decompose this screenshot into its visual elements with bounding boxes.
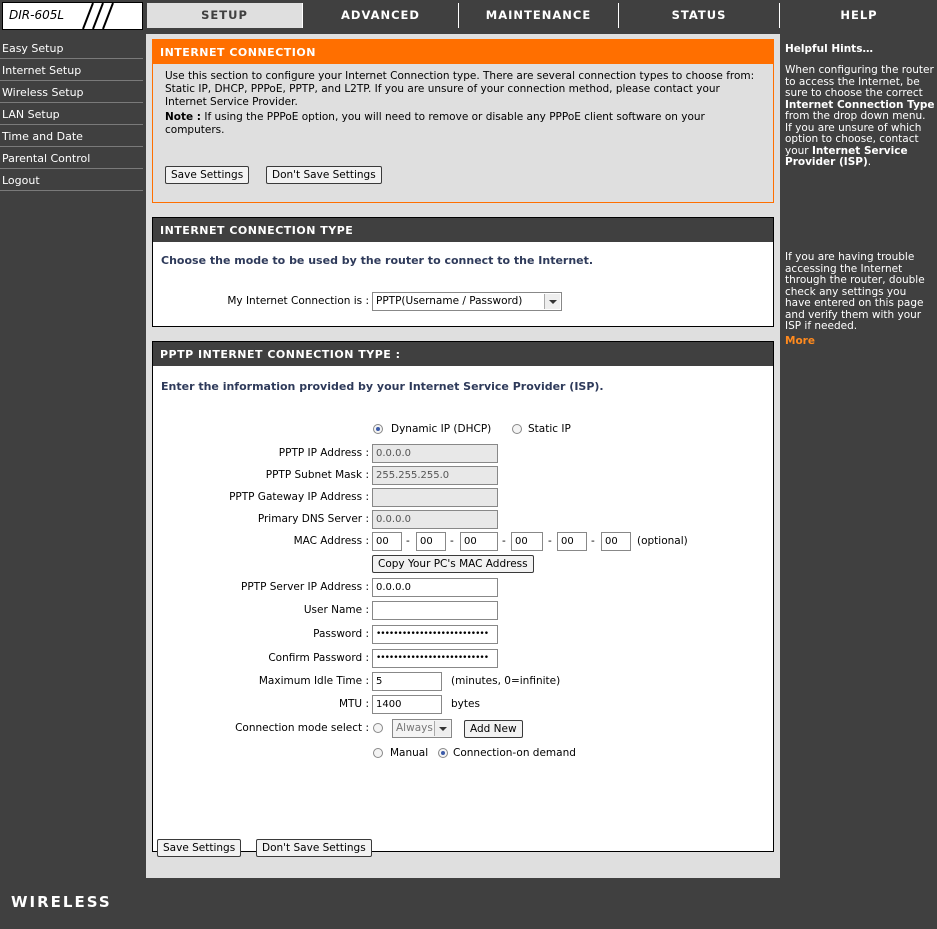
- mac-separator: -: [502, 535, 506, 547]
- password-field[interactable]: ••••••••••••••••••••••••••: [372, 625, 498, 644]
- main-content: [146, 34, 780, 878]
- confirm-password-label: Confirm Password :: [268, 652, 369, 664]
- confirm-password-field[interactable]: ••••••••••••••••••••••••••: [372, 649, 498, 668]
- pptp-ip-field[interactable]: 0.0.0.0: [372, 444, 498, 463]
- pptp-server-label: PPTP Server IP Address :: [241, 581, 369, 593]
- sidebar-item-wireless-setup[interactable]: Wireless Setup: [0, 82, 143, 103]
- internet-connection-panel: [152, 39, 774, 203]
- sidebar: [0, 38, 145, 873]
- sidebar-item-logout[interactable]: Logout: [0, 170, 143, 191]
- mac-octet-field[interactable]: 00: [557, 532, 587, 551]
- section-title: INTERNET CONNECTION TYPE: [153, 218, 773, 242]
- mtu-label: MTU :: [338, 698, 369, 710]
- sidebar-item-internet-setup[interactable]: Internet Setup: [0, 60, 143, 81]
- help-text: When configuring the router to access the Internet, be sure to choose the correct: [785, 64, 934, 99]
- save-settings-button[interactable]: Save Settings: [165, 166, 249, 184]
- pptp-server-field[interactable]: 0.0.0.0: [372, 578, 498, 597]
- manual-radio[interactable]: [373, 748, 383, 758]
- schedule-select[interactable]: [392, 719, 452, 738]
- section-title: INTERNET CONNECTION: [153, 40, 773, 64]
- help-text: from the drop down menu. If you are unsure of which option to choose, contact your: [785, 110, 926, 157]
- dont-save-settings-button-bottom[interactable]: Don't Save Settings: [256, 839, 372, 857]
- pptp-mask-field[interactable]: 255.255.255.0: [372, 466, 498, 485]
- help-emphasis: Internet Service Provider (ISP): [785, 144, 908, 168]
- idle-time-unit: (minutes, 0=infinite): [451, 675, 561, 687]
- model-logo: [2, 2, 143, 30]
- note-label: Note :: [165, 111, 201, 123]
- static-ip-radio[interactable]: [512, 424, 522, 434]
- connection-mode-label: Connection mode select :: [235, 722, 369, 734]
- connection-prompt: Choose the mode to be used by the router to connect to the Internet.: [161, 254, 594, 267]
- section-title: PPTP INTERNET CONNECTION TYPE :: [153, 342, 773, 366]
- model-name: DIR-605L: [9, 8, 65, 22]
- tab-divider: [779, 3, 780, 28]
- pptp-mask-label: PPTP Subnet Mask :: [265, 469, 369, 481]
- tab-help[interactable]: HELP: [840, 8, 878, 22]
- connection-type-value: PPTP(Username / Password): [376, 295, 523, 307]
- help-emphasis: Internet Connection Type: [785, 98, 935, 111]
- help-paragraph-2: If you are having trouble accessing the Internet through the router, double check any settings you have entered on this page and verify them with your ISP if needed.: [785, 251, 925, 332]
- sidebar-item-time-and-date[interactable]: Time and Date: [0, 126, 143, 147]
- user-name-label: User Name :: [303, 604, 369, 616]
- chevron-down-icon: [434, 721, 450, 736]
- mtu-unit: bytes: [451, 698, 480, 710]
- pptp-gateway-field[interactable]: [372, 488, 498, 507]
- mtu-field[interactable]: 1400: [372, 695, 442, 714]
- help-panel: [781, 34, 937, 878]
- primary-dns-label: Primary DNS Server :: [257, 513, 369, 525]
- connection-label: My Internet Connection is :: [227, 295, 369, 307]
- help-more-link[interactable]: More: [785, 335, 815, 347]
- footer: [0, 878, 937, 929]
- dynamic-ip-radio[interactable]: [373, 424, 383, 434]
- tab-divider: [458, 3, 459, 28]
- idle-time-label: Maximum Idle Time :: [258, 675, 369, 687]
- mac-separator: -: [406, 535, 410, 547]
- mac-separator: -: [591, 535, 595, 547]
- help-title: Helpful Hints…: [785, 43, 873, 55]
- schedule-value: Always: [396, 722, 433, 734]
- connection-type-select[interactable]: [372, 292, 562, 311]
- slash-logo-icon: [73, 3, 133, 29]
- mac-address-label: MAC Address :: [293, 535, 369, 547]
- tab-advanced[interactable]: ADVANCED: [303, 3, 458, 28]
- idle-time-field[interactable]: 5: [372, 672, 442, 691]
- static-ip-label: Static IP: [528, 423, 571, 435]
- pptp-panel: [152, 341, 774, 852]
- pptp-ip-label: PPTP IP Address :: [278, 447, 369, 459]
- mac-octet-field[interactable]: 00: [460, 532, 498, 551]
- note-text: If using the PPPoE option, you will need to remove or disable any PPPoE client software on your computers.: [165, 111, 705, 136]
- primary-dns-field[interactable]: 0.0.0.0: [372, 510, 498, 529]
- on-demand-label: Connection-on demand: [453, 747, 576, 759]
- mac-separator: -: [450, 535, 454, 547]
- dynamic-ip-label: Dynamic IP (DHCP): [391, 423, 492, 435]
- help-paragraph-1: [785, 65, 935, 169]
- mac-optional-hint: (optional): [637, 535, 688, 547]
- on-demand-radio[interactable]: [438, 748, 448, 758]
- mac-octet-field[interactable]: 00: [511, 532, 543, 551]
- password-label: Password :: [313, 628, 369, 640]
- tab-status[interactable]: STATUS: [619, 3, 779, 28]
- mac-octet-field[interactable]: 00: [601, 532, 631, 551]
- sidebar-item-easy-setup[interactable]: Easy Setup: [0, 38, 143, 59]
- add-new-button[interactable]: Add New: [464, 720, 523, 738]
- note: [165, 111, 761, 137]
- mac-separator: -: [548, 535, 552, 547]
- tab-setup[interactable]: SETUP: [147, 3, 302, 28]
- copy-mac-button[interactable]: Copy Your PC's MAC Address: [372, 555, 534, 573]
- pptp-prompt: Enter the information provided by your Internet Service Provider (ISP).: [161, 380, 604, 393]
- dont-save-settings-button[interactable]: Don't Save Settings: [266, 166, 382, 184]
- sidebar-item-parental-control[interactable]: Parental Control: [0, 148, 143, 169]
- pptp-gateway-label: PPTP Gateway IP Address :: [229, 491, 369, 503]
- sidebar-item-lan-setup[interactable]: LAN Setup: [0, 104, 143, 125]
- mac-octet-field[interactable]: 00: [372, 532, 402, 551]
- tab-maintenance[interactable]: MAINTENANCE: [459, 3, 618, 28]
- help-text: .: [867, 156, 872, 168]
- manual-label: Manual: [390, 747, 429, 759]
- chevron-down-icon: [544, 294, 560, 309]
- mac-octet-field[interactable]: 00: [416, 532, 446, 551]
- always-radio[interactable]: [373, 723, 383, 733]
- tab-divider: [618, 3, 619, 28]
- save-settings-button-bottom[interactable]: Save Settings: [157, 839, 241, 857]
- connection-type-panel: [152, 217, 774, 327]
- section-description: Use this section to configure your Internet Connection type. There are several connection types to choose from: Static IP, DHCP, PPPoE, PPTP, and L2TP. If you are unsure of your connection method, please contact your Internet Service Provider.: [165, 70, 755, 108]
- user-name-field[interactable]: [372, 601, 498, 620]
- tab-divider: [302, 3, 303, 28]
- footer-logo: WIRELESS: [11, 893, 112, 911]
